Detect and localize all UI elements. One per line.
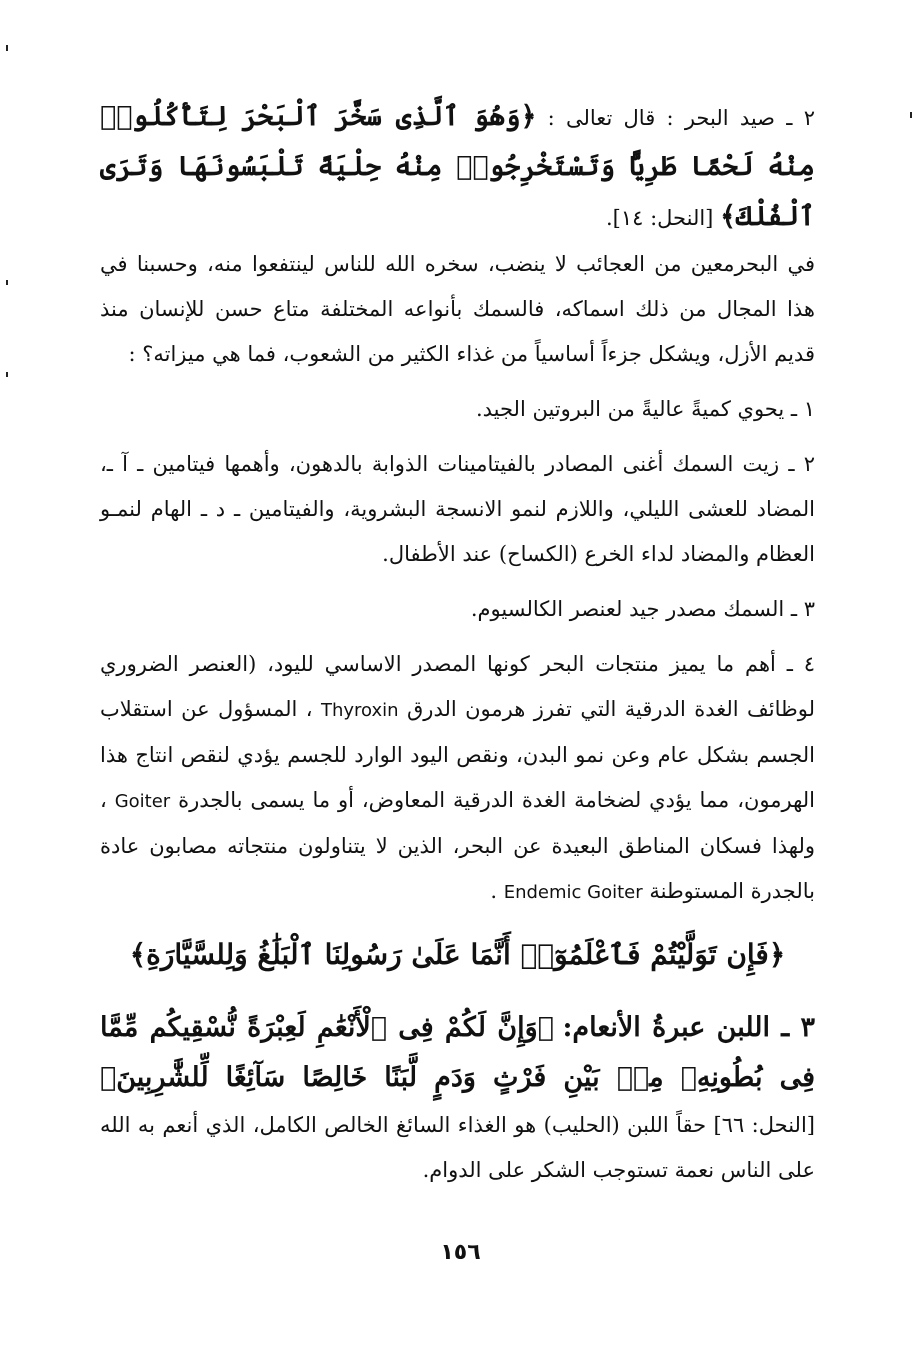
quran-verse-sea: ﴿وَهُوَ ٱلَّذِى سَخَّرَ ٱلْبَحْرَ لِتَأْكُلُوا۟ مِنْهُ لَحْمًا طَرِيًّا وَتَسْتَخْرِجُوا۟ مِنْهُ حِلْيَةً تَلْبَسُونَهَا وَتَرَى ٱلْفُلْكَ﴾ — [100, 101, 815, 232]
page-body — [100, 92, 815, 1193]
verse-reference-milk: [النحل: ٦٦] — [713, 1113, 815, 1137]
verse-reference-sea: [النحل: ١٤]. — [605, 206, 714, 230]
scan-mark-left-top — [6, 45, 8, 51]
point-1: ١ ـ يحوي كميةً عاليةً من البروتين الجيد. — [475, 397, 815, 421]
point-4 — [100, 642, 815, 915]
milk-heading: ٣ ـ اللبن عبرةُ الأنعام: — [562, 1012, 815, 1043]
page-number: ١٥٦ — [440, 1240, 481, 1265]
scan-mark-right — [910, 112, 912, 118]
scan-mark-left-mid — [6, 280, 8, 285]
term-endemic-goiter: Endemic Goiter — [503, 882, 643, 903]
point-3: ٣ ـ السمك مصدر جيد لعنصر الكالسيوم. — [470, 597, 815, 621]
point-4-part-4: . — [490, 879, 498, 903]
sea-fishing-heading: ٢ ـ صيد البحر : قال تعالى : — [547, 106, 815, 130]
point-4-part-3: ، ولهذا فسكان المناطق البعيدة عن البحر، الذين لا يتناولون منتجاته مصابون عادة بالجدرة المستوطنة — [100, 788, 815, 903]
milk-section-paragraph — [100, 1003, 815, 1193]
sea-fishing-paragraph — [100, 92, 815, 242]
point-2: ٢ ـ زيت السمك أغنى المصادر بالفيتامينات الذوابة بالدهون، وأهمها فيتامين ـ آ ـ، المضاد للعشى الليلي، واللازم لنمو الانسجة البشروية، والفيتامين ـ د ـ الهام لنمـو العظام والمضاد لداء الخرع (الكساح) عند الأطفال. — [100, 452, 815, 566]
point-4-part-1: ٤ ـ أهم ما يميز منتجات البحر كونها المصدر الاساسي لليود، (العنصر الضروري لوظائف الغدة الدرقية التي تفرز هرمون الدرق — [100, 652, 815, 721]
quran-verse-milk: ﴿وَإِنَّ لَكُمْ فِى ٱلْأَنْعَٰمِ لَعِبْرَةً نُّسْقِيكُم مِّمَّا فِى بُطُونِهِۦ مِنۢ بَيْنِ فَرْثٍ وَدَمٍ لَّبَنًا خَالِصًا سَآئِغًا لِّلشَّٰرِبِينَ﴾ — [100, 1012, 815, 1093]
quran-verse-centered: ﴿فَإِن تَوَلَّيْتُمْ فَٱعْلَمُوٓا۟ أَنَّمَا عَلَىٰ رَسُولِنَا ٱلْبَلَٰغُ وَلِلسَّيَّارَةِ﴾ — [129, 938, 786, 971]
scan-mark-left-low — [6, 372, 8, 377]
point-4-part-2: ، المسؤول عن استقلاب الجسم بشكل عام وعن نمو البدن، ونقص اليود الوارد للجسم يؤدي لنقص انتاج هذا الهرمون، مما يؤدي لضخامة الغدة الدرقية المعاوض، أو ما يسمى بالجدرة — [100, 697, 815, 812]
sea-intro-paragraph: في البحرمعين من العجائب لا ينضب، سخره الله للناس لينتفعوا منه، وحسبنا في هذا المجال من ذلك اسماكه، فالسمك بأنواعه المختلفة متاع حسن للإنسان منذ قديم الأزل، ويشكل جزءاً أساسياً من غذاء الكثير من الشعوب، فما هي ميزاته؟ : — [100, 252, 815, 366]
milk-body-text: حقاً اللبن (الحليب) هو الغذاء السائغ الخالص الكامل، الذي أنعم به الله على الناس نعمة تستوجب الشكر على الدوام. — [100, 1113, 815, 1182]
term-thyroxin: Thyroxin — [321, 700, 399, 721]
term-goiter: Goiter — [114, 791, 171, 812]
